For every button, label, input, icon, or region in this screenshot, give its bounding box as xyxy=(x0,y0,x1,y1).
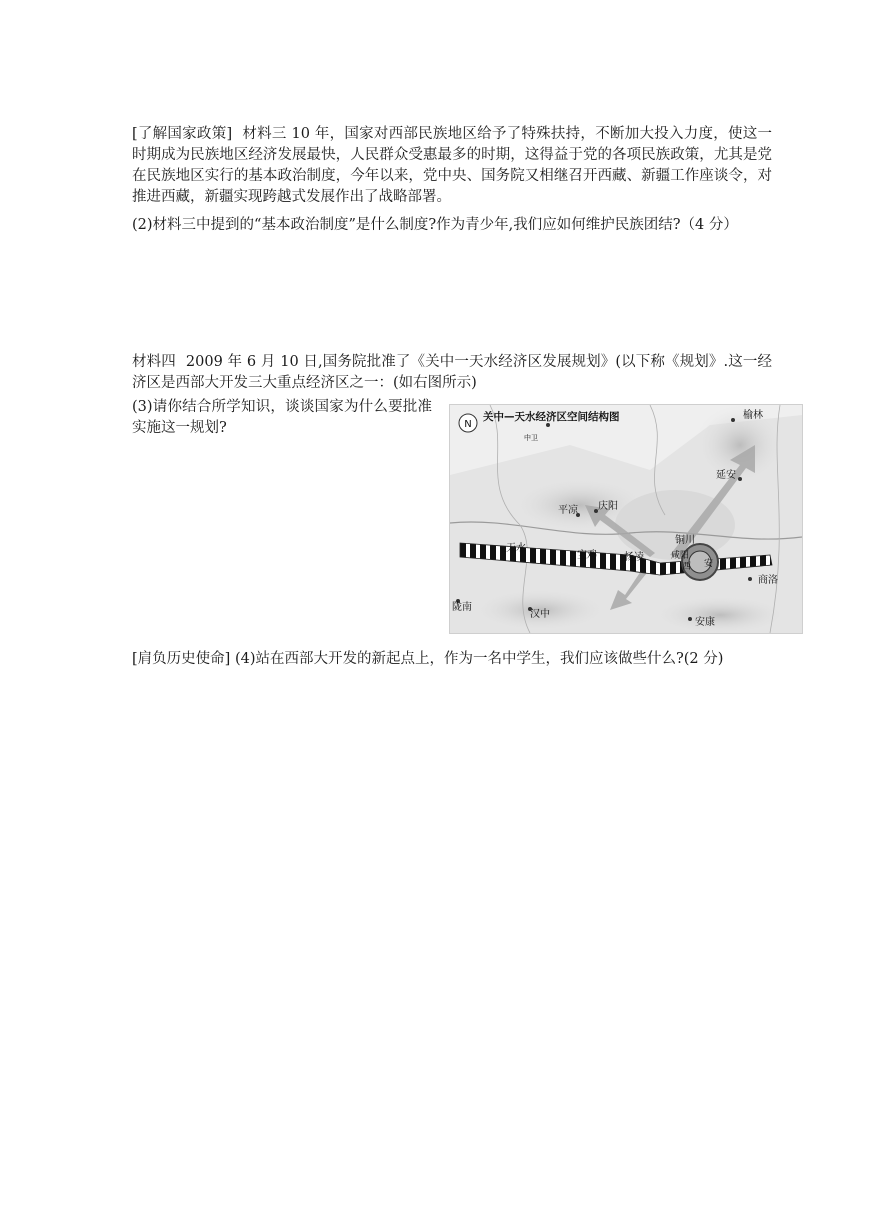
material-five-paragraph xyxy=(132,649,772,670)
label-yanan: 延安 xyxy=(716,470,736,481)
map-title: 关中—天水经济区空间结构图 xyxy=(483,411,620,423)
label-ankang: 安康 xyxy=(695,617,715,628)
question-4: (4)站在西部大开发的新起点上，作为一名中学生，我们应该做些什么?(2 分) xyxy=(234,651,724,667)
material-three-label: 材料三 xyxy=(242,126,287,142)
label-xianyang: 咸阳 xyxy=(671,551,690,561)
yulin-dot xyxy=(731,418,735,422)
label-longnan: 陇南 xyxy=(452,602,472,613)
label-pingliang: 平凉 xyxy=(558,505,578,516)
label-shangluo: 商洛 xyxy=(758,575,778,586)
label-yangling: 杨凌 xyxy=(624,552,644,563)
material-three-text: 10 年，国家对西部民族地区给予了特殊扶持，不断加大投入力度，使这一时期成为民族地区经济发展最快，人民群众受惠最多的时期，这得益于党的各项民族政策，尤其是党在民族地区实行的基本政治制度，今年以来，党中央、国务院又相继召开西藏、新疆工作座谈令，对推进西藏，新疆实现跨越式发展作出了战略部署。 xyxy=(132,126,773,205)
yanan-dot xyxy=(738,477,742,481)
label-yulin: 榆林 xyxy=(743,410,763,421)
material-four-paragraph xyxy=(132,352,772,394)
label-baoji: 宝鸡 xyxy=(577,550,597,561)
material-four-text: 2009 年 6 月 10 日,国务院批准了《关中一天水经济区发展规划》(以下称《规划》.这一经济区是西部大开发三大重点经济区之一：(如右图所示) xyxy=(132,354,773,391)
label-hanzhong: 汉中 xyxy=(530,609,550,620)
question-3: (3)请你结合所学知识，谈谈国家为什么要批准实施这一规划? xyxy=(132,399,432,436)
map-graphic xyxy=(450,405,802,633)
shangluo-dot xyxy=(748,577,752,581)
zhongwei-dot xyxy=(546,423,550,427)
label-tianshui: 天水 xyxy=(506,543,526,554)
ankang-dot xyxy=(688,617,692,621)
label-an: 安 xyxy=(704,559,714,569)
label-zhongwei: 中卫 xyxy=(524,434,538,442)
material-four-label: 材料四 xyxy=(132,354,176,370)
label-tongchuan: 铜川 xyxy=(675,535,695,546)
north-arrow-label: N xyxy=(464,419,472,430)
label-qingyang: 庆阳 xyxy=(598,501,618,512)
section-heading-mission: [肩负历史使命] xyxy=(132,651,231,667)
question-2: (2)材料三中提到的“基本政治制度”是什么制度?作为青少年,我们应如何维护民族团结?（4 分） xyxy=(132,217,738,233)
material-three-paragraph xyxy=(132,124,772,208)
economic-zone-map xyxy=(449,404,803,634)
section-heading-policy: [了解国家政策] xyxy=(132,126,233,142)
label-xi: 西 xyxy=(682,562,692,572)
